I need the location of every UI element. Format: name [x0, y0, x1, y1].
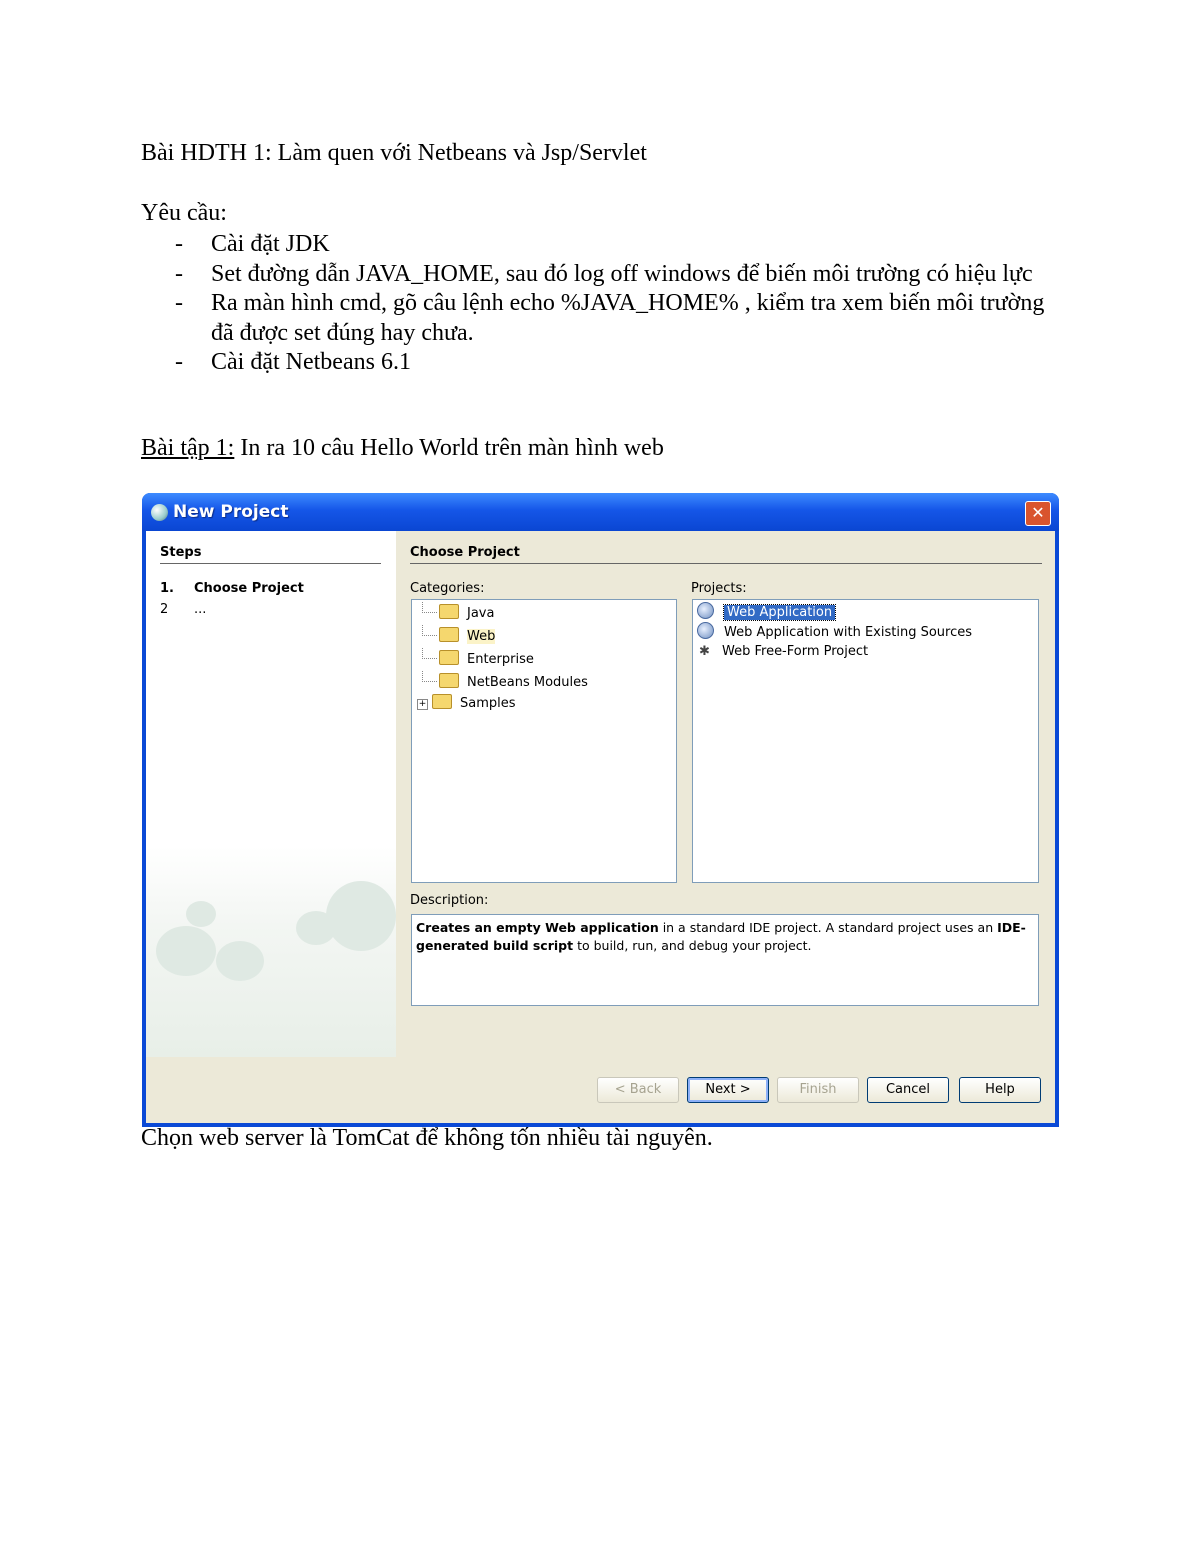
tree-item-label: Enterprise	[467, 652, 534, 667]
decorative-blob	[216, 941, 264, 981]
project-label: Web Application	[724, 605, 835, 620]
step-item	[160, 602, 206, 617]
description-plain: to build, run, and debug your project.	[573, 938, 812, 953]
exercise-heading	[141, 435, 664, 462]
tree-item-label: NetBeans Modules	[467, 675, 588, 690]
categories-tree[interactable]	[411, 599, 677, 883]
tree-item-java[interactable]	[422, 602, 494, 622]
description-bold: IDE-generated build script	[416, 920, 1026, 953]
tree-connector	[422, 602, 437, 613]
tree-item-netbeans-modules[interactable]	[422, 671, 588, 691]
main-divider	[410, 563, 1042, 564]
description-plain: in a standard IDE project. A standard project uses an	[658, 920, 998, 935]
requirement-item: - Cài đặt JDK	[141, 230, 1061, 260]
close-icon[interactable]: ✕	[1025, 501, 1051, 526]
description-label: Description:	[410, 893, 489, 908]
globe-icon	[697, 622, 714, 639]
tree-item-samples[interactable]	[417, 694, 516, 714]
dialog-client	[146, 531, 1055, 1123]
steps-header: Steps	[160, 545, 202, 560]
tree-item-web[interactable]	[422, 625, 495, 645]
projects-list[interactable]	[692, 599, 1039, 883]
decorative-blob	[186, 901, 216, 927]
folder-icon	[439, 627, 459, 642]
new-project-dialog	[142, 493, 1059, 1127]
project-label: Web Application with Existing Sources	[724, 625, 973, 640]
step-number: 1.	[160, 581, 174, 596]
decorative-blob	[326, 881, 396, 951]
page-title: Bài HDTH 1: Làm quen với Netbeans và Jsp/Servlet	[141, 140, 647, 166]
exercise-label: Bài tập 1:	[141, 435, 235, 461]
project-item-free-form[interactable]	[697, 642, 868, 661]
bug-icon: ✱	[699, 644, 710, 659]
description-text	[416, 919, 1026, 955]
main-header: Choose Project	[410, 545, 520, 560]
tree-connector	[422, 648, 437, 659]
help-button[interactable]: Help	[959, 1077, 1041, 1103]
projects-label: Projects:	[691, 581, 747, 596]
requirements-list	[141, 230, 1061, 378]
project-label: Web Free-Form Project	[722, 644, 869, 659]
folder-icon	[439, 604, 459, 619]
description-box	[411, 914, 1039, 1006]
folder-icon	[439, 650, 459, 665]
netbeans-cube-icon	[151, 504, 168, 521]
steps-panel	[146, 531, 396, 1057]
expand-plus-icon[interactable]: +	[418, 699, 427, 709]
tree-item-label: Samples	[460, 696, 516, 711]
button-bar	[146, 1057, 1055, 1123]
main-panel	[396, 531, 1055, 1057]
requirement-item: - Cài đặt Netbeans 6.1	[141, 348, 1061, 378]
next-button[interactable]: Next >	[687, 1077, 769, 1103]
step-number: 2	[160, 602, 169, 617]
requirement-item: - Ra màn hình cmd, gõ câu lệnh echo %JAVA_HOME% , kiểm tra xem biến môi trường đã được set đúng hay chưa.	[141, 289, 1061, 348]
requirements-label: Yêu cầu:	[141, 200, 227, 226]
finish-button[interactable]: Finish	[777, 1077, 859, 1103]
description-bold: Creates an empty Web application	[416, 920, 659, 935]
tree-connector	[422, 625, 437, 636]
tree-item-label: Web	[467, 629, 496, 644]
dialog-title: New Project	[173, 502, 289, 522]
tree-item-enterprise[interactable]	[422, 648, 534, 668]
step-label: ...	[194, 602, 207, 617]
project-item-existing-sources[interactable]	[697, 622, 972, 641]
tree-item-label: Java	[467, 606, 495, 621]
back-button[interactable]: < Back	[597, 1077, 679, 1103]
requirement-item: - Set đường dẫn JAVA_HOME, sau đó log off windows để biến môi trường có hiệu lực	[141, 260, 1061, 290]
decorative-blob	[156, 926, 216, 976]
dialog-titlebar[interactable]	[142, 493, 1059, 531]
project-item-web-application[interactable]	[697, 602, 835, 621]
step-item	[160, 581, 304, 596]
exercise-text: In ra 10 câu Hello World trên màn hình web	[234, 435, 664, 461]
folder-icon	[439, 673, 459, 688]
step-label: Choose Project	[194, 581, 304, 596]
folder-icon	[432, 694, 452, 709]
tree-connector	[422, 671, 437, 682]
cancel-button[interactable]: Cancel	[867, 1077, 949, 1103]
steps-divider	[160, 563, 381, 564]
globe-icon	[697, 602, 714, 619]
caption-text: Chọn web server là TomCat để không tốn nhiều tài nguyên.	[141, 1125, 713, 1151]
categories-label: Categories:	[410, 581, 485, 596]
